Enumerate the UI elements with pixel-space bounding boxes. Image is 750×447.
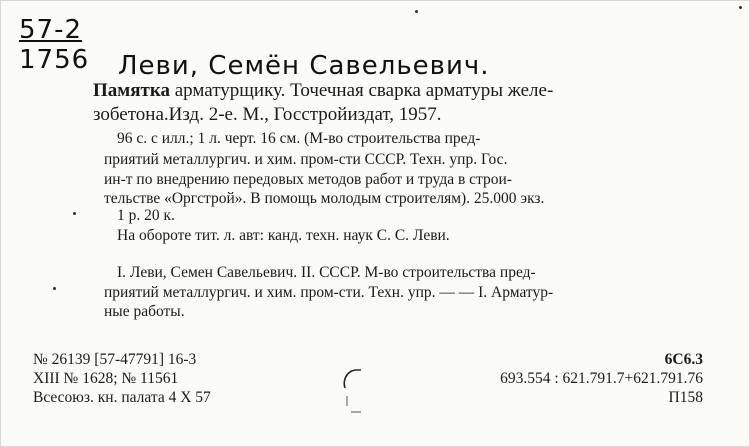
- title-keyword: Памятка: [93, 80, 170, 101]
- handwritten-author-name: Леви, Семён Савельевич.: [118, 51, 490, 81]
- desc-line-2: приятий металлургич. и хим. пром-сти СССР. Техн. упр. Гос.: [104, 151, 508, 168]
- footer-left-line-3: Всесоюз. кн. палата 4 X 57: [33, 389, 211, 406]
- desc-line-5: 1 р. 20 к.: [117, 207, 175, 224]
- desc-line-4: тельстве «Оргстрой». В помощь молодым строителям). 25.000 экз.: [104, 190, 545, 207]
- desc-line-6: На обороте тит. л. авт: канд. техн. наук С. С. Леви.: [117, 227, 450, 244]
- speck: [415, 10, 418, 13]
- title-line-1: [93, 80, 553, 102]
- tracings-line-2: приятий металлургич. и хим. пром-сти. Техн. упр. — — I. Арматур-: [104, 284, 554, 301]
- footer-right-author-mark: П158: [668, 389, 703, 406]
- footer-left-line-2: XIII № 1628; № 11561: [33, 370, 179, 387]
- call-number-top: 57-2: [19, 15, 83, 45]
- footer-right-udc: 693.554 : 621.791.7+621.791.76: [500, 370, 703, 387]
- title-line-1-text: арматурщику. Точечная сварка арматуры желе-: [170, 80, 554, 101]
- tracings-line-1: I. Леви, Семен Савельевич. II. СССР. М-во строительства пред-: [117, 264, 536, 281]
- punch-hole-mark: [337, 366, 377, 418]
- call-number-bottom: 1756: [19, 45, 90, 75]
- footer-left-line-1: № 26139 [57-47791] 16-3: [33, 351, 197, 368]
- title-line-2-text: зобетона.Изд. 2-е. М., Госстройиздат, 1957.: [93, 104, 442, 125]
- speck: [53, 287, 56, 290]
- footer-right-classification: 6С6.3: [664, 351, 703, 368]
- desc-line-3: ин-т по внедрению передовых методов работ и труда в строи-: [104, 171, 512, 188]
- speck: [73, 212, 76, 215]
- tracings-line-3: ные работы.: [104, 303, 185, 320]
- speck: [739, 6, 742, 9]
- title-line-2: [93, 104, 442, 126]
- desc-line-1: 96 с. с илл.; 1 л. черт. 16 см. (М-во строительства пред-: [117, 130, 481, 147]
